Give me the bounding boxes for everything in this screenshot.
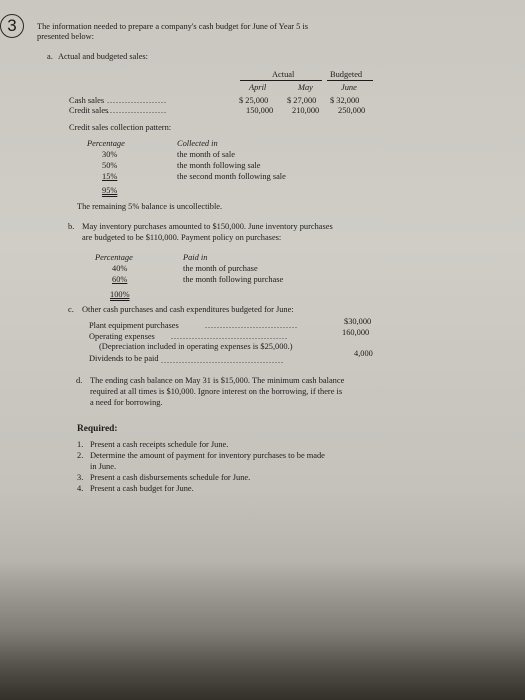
dividends-label: Dividends to be paid (89, 354, 159, 363)
required-text-2: Determine the amount of payment for inventory purchases to be made (90, 451, 325, 460)
required-num-3: 3. (77, 473, 84, 482)
part-a-heading: Actual and budgeted sales: (58, 52, 149, 61)
credit-sales-june: 250,000 (338, 106, 366, 115)
cash-sales-label: Cash sales (69, 96, 105, 105)
part-d-line-3: a need for borrowing. (90, 398, 163, 407)
required-text-2-cont: in June. (90, 462, 117, 471)
pattern-a-pct-3: 15% (102, 172, 118, 181)
collection-pattern-title: Credit sales collection pattern: (69, 123, 172, 132)
pattern-a-when-1: the month of sale (177, 150, 235, 159)
part-d-line-1: The ending cash balance on May 31 is $15,000. The minimum cash balance (90, 376, 345, 385)
part-b-label: b. (68, 222, 75, 231)
plant-equipment-label: Plant equipment purchases (89, 321, 179, 330)
pattern-b-pct-2: 60% (112, 275, 128, 284)
budgeted-rule (327, 80, 373, 81)
pattern-a-total: 95% (102, 186, 118, 195)
cash-sales-leader: .................... (107, 96, 167, 105)
required-heading: Required: (77, 424, 118, 434)
required-text-1: Present a cash receipts schedule for June. (90, 440, 229, 449)
col-budgeted-header: Budgeted (330, 70, 363, 79)
plant-equipment-value: $30,000 (344, 317, 372, 326)
pct-header-b: Percentage (95, 253, 133, 262)
required-text-4: Present a cash budget for June. (90, 484, 194, 493)
credit-sales-may: 210,000 (292, 106, 320, 115)
required-num-1: 1. (77, 440, 84, 449)
pct-header-a: Percentage (87, 139, 125, 148)
pattern-b-pct-1: 40% (112, 264, 128, 273)
pattern-b-total: 100% (110, 290, 130, 299)
pattern-a-pct-2: 50% (102, 161, 118, 170)
part-b-line-2: are budgeted to be $110,000. Payment policy on purchases: (82, 233, 282, 242)
actual-rule (240, 80, 322, 81)
part-c-heading: Other cash purchases and cash expenditures budgeted for June: (82, 305, 294, 314)
operating-expenses-value: 160,000 (342, 328, 370, 337)
operating-expenses-label: Operating expenses (89, 332, 155, 341)
cash-sales-june: $ 32,000 (330, 96, 360, 105)
col-actual-header: Actual (272, 70, 295, 79)
intro-line-2: presented below: (37, 32, 94, 41)
part-d-label: d. (76, 376, 83, 385)
month-april: April (249, 83, 267, 92)
credit-sales-leader: .................... (107, 106, 167, 115)
dividends-leader: ......................................... (161, 356, 284, 365)
cash-sales-may: $ 27,000 (287, 96, 317, 105)
pattern-a-when-3: the second month following sale (177, 172, 286, 181)
paid-header: Paid in (183, 253, 208, 262)
part-b-line-1: May inventory purchases amounted to $150,000. June inventory purchases (82, 222, 333, 231)
part-d-line-2: required at all times is $10,000. Ignore interest on the borrowing, if there is (90, 387, 343, 396)
pattern-a-pct-1: 30% (102, 150, 118, 159)
dividends-value: 4,000 (354, 349, 373, 358)
pattern-b-when-2: the month following purchase (183, 275, 284, 284)
cash-sales-april: $ 25,000 (239, 96, 269, 105)
credit-sales-label: Credit sales (69, 106, 109, 115)
part-a-label: a. (47, 52, 53, 61)
part-c-label: c. (68, 305, 74, 314)
required-num-4: 4. (77, 484, 84, 493)
pattern-b-when-1: the month of purchase (183, 264, 258, 273)
month-june: June (341, 83, 357, 92)
pattern-a-when-2: the month following sale (177, 161, 261, 170)
required-num-2: 2. (77, 451, 84, 460)
collected-header: Collected in (177, 139, 218, 148)
operating-expenses-leader: ....................................... (171, 332, 288, 341)
intro-line-1: The information needed to prepare a company's cash budget for June of Year 5 is (37, 22, 309, 31)
depreciation-note: (Depreciation included in operating expenses is $25,000.) (99, 342, 293, 351)
uncollectible-note: The remaining 5% balance is uncollectible. (77, 202, 223, 211)
plant-equipment-leader: ............................... (205, 321, 298, 330)
problem-number: 3 (0, 14, 24, 38)
credit-sales-april: 150,000 (246, 106, 274, 115)
bottom-shadow (0, 560, 525, 700)
month-may: May (298, 83, 313, 92)
required-text-3: Present a cash disbursements schedule for June. (90, 473, 251, 482)
